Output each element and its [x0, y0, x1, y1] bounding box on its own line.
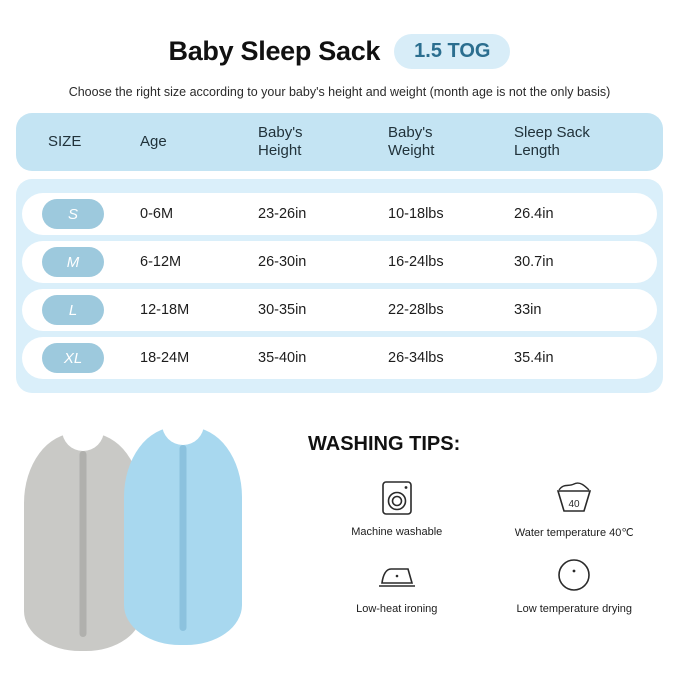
- table-row: [22, 241, 657, 283]
- size-pill: L: [42, 295, 104, 325]
- column-header-height-line2: Height: [258, 142, 302, 159]
- table-row: [22, 337, 657, 379]
- column-header-length: [514, 124, 654, 160]
- cell-length: 35.4in: [514, 350, 554, 366]
- washing-tip-item: [486, 553, 664, 615]
- washing-tip-label: Machine washable: [351, 526, 443, 538]
- size-pill: S: [42, 199, 104, 229]
- water-temperature-icon: [554, 476, 594, 520]
- size-chart-table: [16, 113, 663, 393]
- cell-length: 33in: [514, 302, 542, 318]
- column-header-height: [258, 124, 388, 160]
- cell-weight: 16-24lbs: [388, 254, 444, 270]
- grey-sack-zipper: [80, 451, 87, 637]
- cell-height: 23-26in: [258, 206, 307, 222]
- lower-section: [0, 419, 679, 664]
- column-header-length-line1: Sleep Sack: [514, 124, 590, 141]
- washing-tip-label: Water temperature 40℃: [514, 527, 634, 539]
- washing-tip-label: Low-heat ironing: [356, 603, 438, 615]
- low-temperature-drying-icon: [557, 553, 591, 597]
- column-header-weight: [388, 124, 514, 160]
- column-header-height-line1: Baby's: [258, 124, 303, 141]
- cell-height: 26-30in: [258, 254, 307, 270]
- cell-age: 12-18M: [140, 302, 190, 318]
- washing-tip-label: Low temperature drying: [516, 603, 633, 615]
- cell-height: 30-35in: [258, 302, 307, 318]
- washing-machine-icon: [380, 476, 414, 520]
- blue-sleep-sack-image: [124, 427, 242, 645]
- page-title: Baby Sleep Sack: [168, 36, 381, 66]
- page-header: [0, 0, 679, 69]
- washing-tip-item: [308, 476, 486, 539]
- product-images: [16, 419, 296, 664]
- table-row: [22, 289, 657, 331]
- page-subtitle: Choose the right size according to your baby's height and weight (month age is not the only basis): [68, 85, 611, 99]
- column-header-length-line2: Length: [514, 142, 560, 159]
- washing-tip-item: [486, 476, 664, 539]
- cell-weight: 10-18lbs: [388, 206, 444, 222]
- washing-tips-title: WASHING TIPS:: [308, 433, 461, 455]
- cell-weight: 22-28lbs: [388, 302, 444, 318]
- column-header-weight-line2: Weight: [388, 142, 435, 159]
- column-header-age-line1: Age: [140, 133, 167, 150]
- cell-size: [22, 343, 140, 373]
- cell-size: [22, 199, 140, 229]
- cell-length: 26.4in: [514, 206, 554, 222]
- blue-sack-zipper: [180, 445, 187, 631]
- low-heat-iron-icon: [377, 553, 417, 597]
- cell-length: 30.7in: [514, 254, 554, 270]
- washing-tip-item: [308, 553, 486, 615]
- tog-badge: 1.5 TOG: [394, 34, 510, 69]
- cell-size: [22, 295, 140, 325]
- cell-size: [22, 247, 140, 277]
- cell-age: 0-6M: [140, 206, 174, 222]
- size-pill: XL: [42, 343, 104, 373]
- cell-height: 35-40in: [258, 350, 307, 366]
- size-pill: M: [42, 247, 104, 277]
- column-header-age: [140, 133, 258, 151]
- column-header-weight-line1: Baby's: [388, 124, 433, 141]
- cell-age: 18-24M: [140, 350, 190, 366]
- washing-tips-section: [296, 419, 663, 664]
- cell-weight: 26-34lbs: [388, 350, 444, 366]
- column-header-size: [22, 133, 140, 151]
- column-header-size-line1: SIZE: [48, 133, 82, 150]
- table-header-row: [16, 113, 663, 171]
- svg-text:40: 40: [568, 499, 580, 510]
- cell-age: 6-12M: [140, 254, 182, 270]
- table-row: [22, 193, 657, 235]
- washing-tips-grid: [308, 476, 663, 615]
- table-body: [16, 179, 663, 393]
